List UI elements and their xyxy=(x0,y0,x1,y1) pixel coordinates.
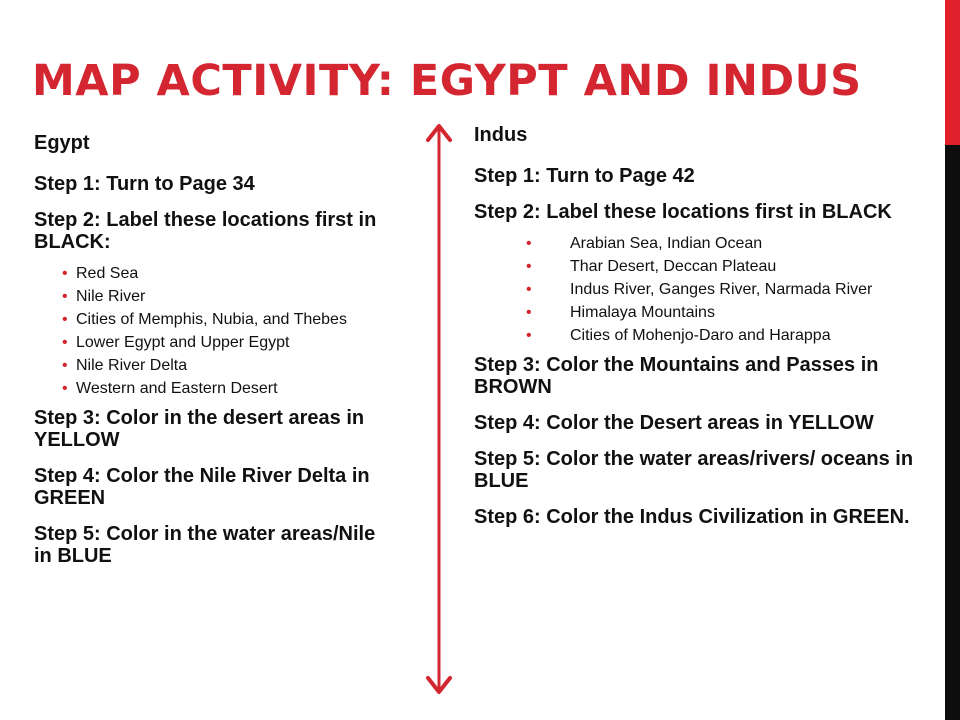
list-item xyxy=(34,311,394,328)
bullet-icon: • xyxy=(526,304,532,321)
bullet-icon: • xyxy=(526,327,532,344)
bullet-icon: • xyxy=(62,311,68,328)
slide-title: MAP ACTIVITY: EGYPT AND INDUS xyxy=(32,56,862,106)
bullet-icon: • xyxy=(62,265,68,282)
bullet-icon: • xyxy=(62,380,68,397)
indus-step-1: Step 1: Turn to Page 42 xyxy=(474,165,695,187)
egypt-location: Lower Egypt and Upper Egypt xyxy=(76,334,290,351)
list-item xyxy=(34,265,394,282)
list-item xyxy=(474,281,914,298)
egypt-step-2: Step 2: Label these locations first in BLACK: xyxy=(34,209,377,253)
list-item xyxy=(474,304,914,321)
egypt-step-5: Step 5: Color in the water areas/Nile in BLUE xyxy=(34,523,376,567)
egypt-location: Cities of Memphis, Nubia, and Thebes xyxy=(76,311,347,328)
egypt-heading: Egypt xyxy=(34,132,90,154)
egypt-location-list xyxy=(34,265,394,397)
indus-column xyxy=(474,124,914,542)
list-item xyxy=(34,334,394,351)
sidebar-red-accent xyxy=(945,0,960,145)
indus-step-2: Step 2: Label these locations first in BLACK xyxy=(474,201,892,223)
list-item xyxy=(34,357,394,374)
bullet-icon: • xyxy=(526,258,532,275)
indus-location: Arabian Sea, Indian Ocean xyxy=(570,235,763,252)
bullet-icon: • xyxy=(62,357,68,374)
bullet-icon: • xyxy=(62,334,68,351)
egypt-location: Red Sea xyxy=(76,265,139,282)
indus-location: Indus River, Ganges River, Narmada River xyxy=(570,281,873,298)
indus-step-6: Step 6: Color the Indus Civilization in GREEN. xyxy=(474,506,910,528)
indus-step-5: Step 5: Color the water areas/rivers/ oceans in BLUE xyxy=(474,448,914,492)
egypt-step-3: Step 3: Color in the desert areas in YELLOW xyxy=(34,407,365,451)
indus-step-4: Step 4: Color the Desert areas in YELLOW xyxy=(474,412,874,434)
double-arrow-icon xyxy=(424,120,454,700)
list-item xyxy=(474,327,914,344)
indus-location: Himalaya Mountains xyxy=(570,304,715,321)
egypt-step-4: Step 4: Color the Nile River Delta in GREEN xyxy=(34,465,370,509)
egypt-step-1: Step 1: Turn to Page 34 xyxy=(34,173,255,195)
egypt-column xyxy=(34,132,394,581)
bullet-icon: • xyxy=(526,235,532,252)
egypt-location: Nile River Delta xyxy=(76,357,188,374)
egypt-location: Nile River xyxy=(76,288,146,305)
list-item xyxy=(474,258,914,275)
bullet-icon: • xyxy=(62,288,68,305)
indus-heading: Indus xyxy=(474,124,528,146)
indus-step-3: Step 3: Color the Mountains and Passes in BROWN xyxy=(474,354,879,398)
list-item xyxy=(474,235,914,252)
indus-location-list xyxy=(474,235,914,344)
indus-location: Cities of Mohenjo-Daro and Harappa xyxy=(570,327,831,344)
list-item xyxy=(34,288,394,305)
list-item xyxy=(34,380,394,397)
egypt-location: Western and Eastern Desert xyxy=(76,380,278,397)
bullet-icon: • xyxy=(526,281,532,298)
indus-location: Thar Desert, Deccan Plateau xyxy=(570,258,777,275)
